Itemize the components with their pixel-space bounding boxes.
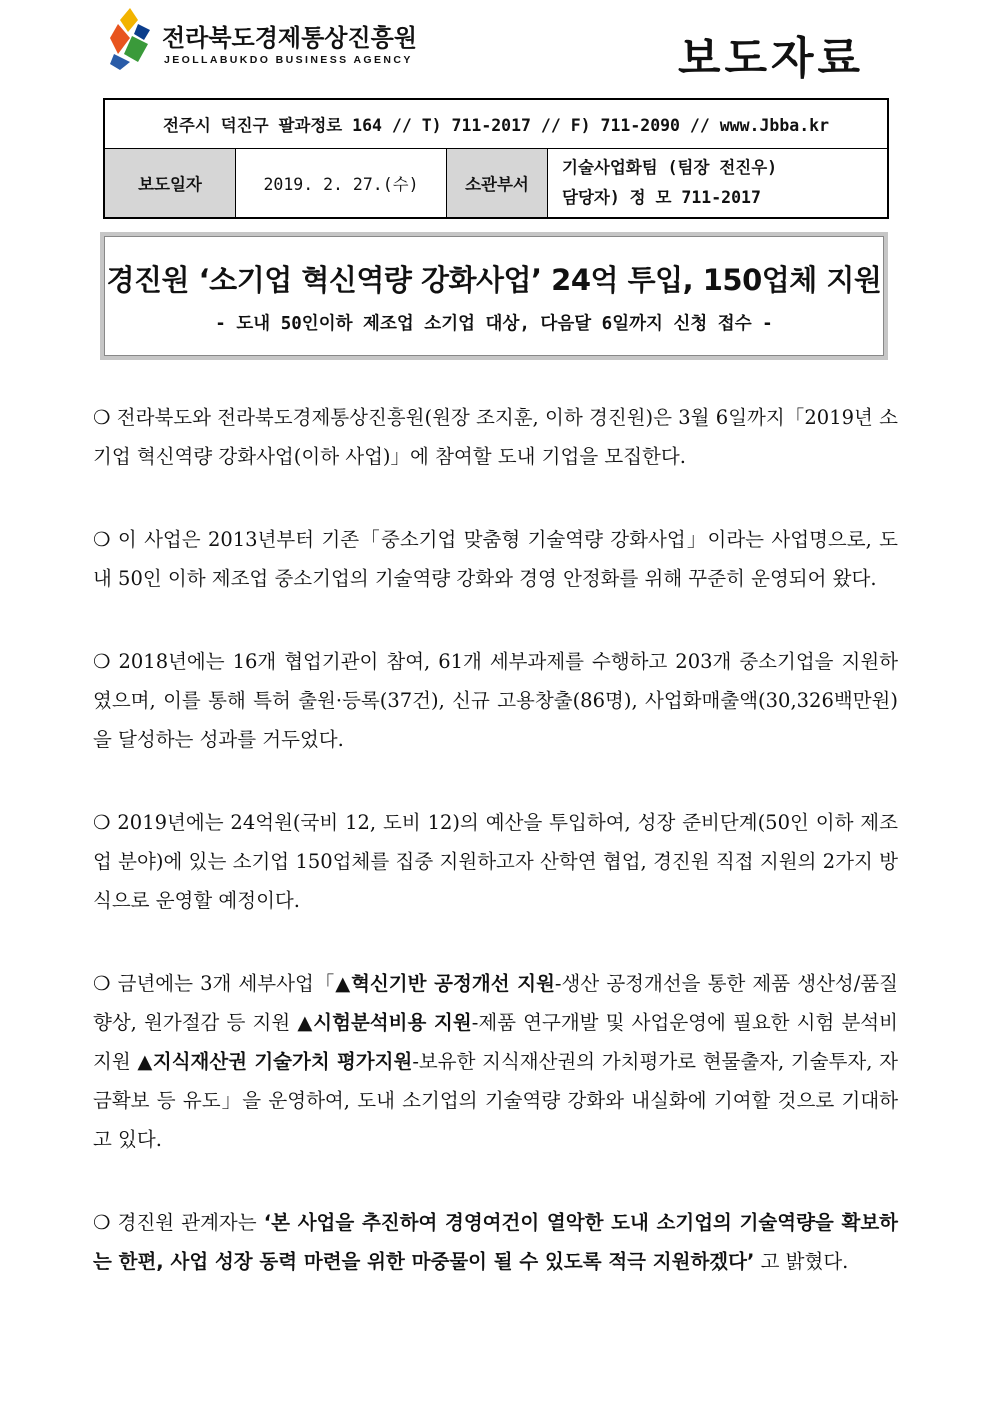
paragraph-text: 고 밝혔다. [754, 1250, 849, 1273]
paragraph-text: 금년에는 3개 세부사업「 [117, 972, 336, 995]
organization-logo [108, 6, 428, 72]
paragraph-text: -생산 공정개선을 통한 제품 생산성/품질 향상, 원가절감 등 지원 [93, 972, 898, 1034]
paragraph-text: 경진원 관계자는 [117, 1211, 264, 1234]
circle-bullet-icon: ❍ [93, 528, 111, 551]
paragraph-text: 2019년에는 24억원(국비 12, 도비 12)의 예산을 투입하여, 성장 준비단계(50인 이하 제조업 분야)에 있는 소기업 150업체를 집중 지원하고자 산학연 협업, 경진원 직접 지원의 2가지 방식으로 운영할 예정이다. [93, 811, 898, 912]
department-team: 기술사업화팀 (팀장 전진우) [562, 158, 778, 177]
organization-name-korean: 전라북도경제통상진흥원 [162, 24, 418, 52]
headline-title: 경진원 ‘소기업 혁신역량 강화사업’ 24억 투입, 150업체 지원 [106, 263, 882, 297]
paragraph [93, 1203, 898, 1281]
paragraph-text: 2018년에는 16개 협업기관이 참여, 61개 세부과제를 수행하고 203개 중소기업을 지원하였으며, 이를 통해 특허 출원·등록(37건), 신규 고용창출(86명), 사업화매출액(30,326백만원)을 달성하는 성과를 거두었다. [93, 650, 898, 751]
program-name-3: ▲지식재산권 기술가치 평가지원 [137, 1050, 413, 1073]
circle-bullet-icon: ❍ [93, 811, 111, 834]
contact-address-line: 전주시 덕진구 팔과정로 164 // T) 711-2017 // F) 711-2090 // www.Jbba.kr [104, 99, 888, 149]
paragraph [93, 803, 898, 920]
circle-bullet-icon: ❍ [93, 1211, 111, 1234]
program-name-2: ▲시험분석비용 지원 [297, 1011, 472, 1034]
paragraph-text: 전라북도와 전라북도경제통상진흥원(원장 조지훈, 이하 경진원)은 3월 6일까지「2019년 소기업 혁신역량 강화사업(이하 사업)」에 참여할 도내 기업을 모집한다. [93, 406, 898, 468]
paragraph [93, 964, 898, 1159]
headline-box [100, 232, 888, 360]
paragraph-text: -제품 연구개발 및 사업운영에 필요한 시험 분석비 지원 [93, 1011, 898, 1073]
document-type-title: 보도자료 [678, 33, 865, 84]
circle-bullet-icon: ❍ [93, 650, 111, 673]
jbba-logo-icon [108, 6, 156, 70]
circle-bullet-icon: ❍ [93, 972, 111, 995]
paragraph [93, 520, 898, 598]
release-date-value: 2019. 2. 27.(수) [236, 149, 447, 219]
paragraph-text: -보유한 지식재산권의 가치평가로 현물출자, 기술투자, 자금확보 등 유도」을 운영하여, 도내 소기업의 기술역량 강화와 내실화에 기여할 것으로 기대하고 있다. [93, 1050, 898, 1151]
release-date-label: 보도일자 [104, 149, 236, 219]
program-name-1: ▲혁신기반 공정개선 지원 [335, 972, 555, 995]
headline-subtitle: - 도내 50인이하 제조업 소기업 대상, 다음달 6일까지 신청 접수 - [215, 314, 773, 334]
paragraph [93, 642, 898, 759]
paragraph-text: 이 사업은 2013년부터 기존「중소기업 맞춤형 기술역량 강화사업」이라는 사업명으로, 도내 50인 이하 제조업 중소기업의 기술역량 강화와 경영 안정화를 위해 꾸준히 운영되어 왔다. [93, 528, 898, 590]
article-body [93, 398, 898, 1325]
department-contact: 담당자) 정 모 711-2017 [562, 188, 761, 207]
paragraph [93, 398, 898, 476]
press-info-table [103, 98, 889, 219]
organization-name-english: JEOLLABUKDO BUSINESS AGENCY [164, 54, 413, 66]
circle-bullet-icon: ❍ [93, 406, 111, 429]
official-quote: ‘본 사업을 추진하여 경영여건이 열악한 도내 소기업의 기술역량을 확보하는 한편, 사업 성장 동력 마련을 위한 마중물이 될 수 있도록 적극 지원하겠다’ [93, 1211, 898, 1273]
department-label: 소관부서 [447, 149, 548, 219]
department-info [548, 149, 889, 219]
